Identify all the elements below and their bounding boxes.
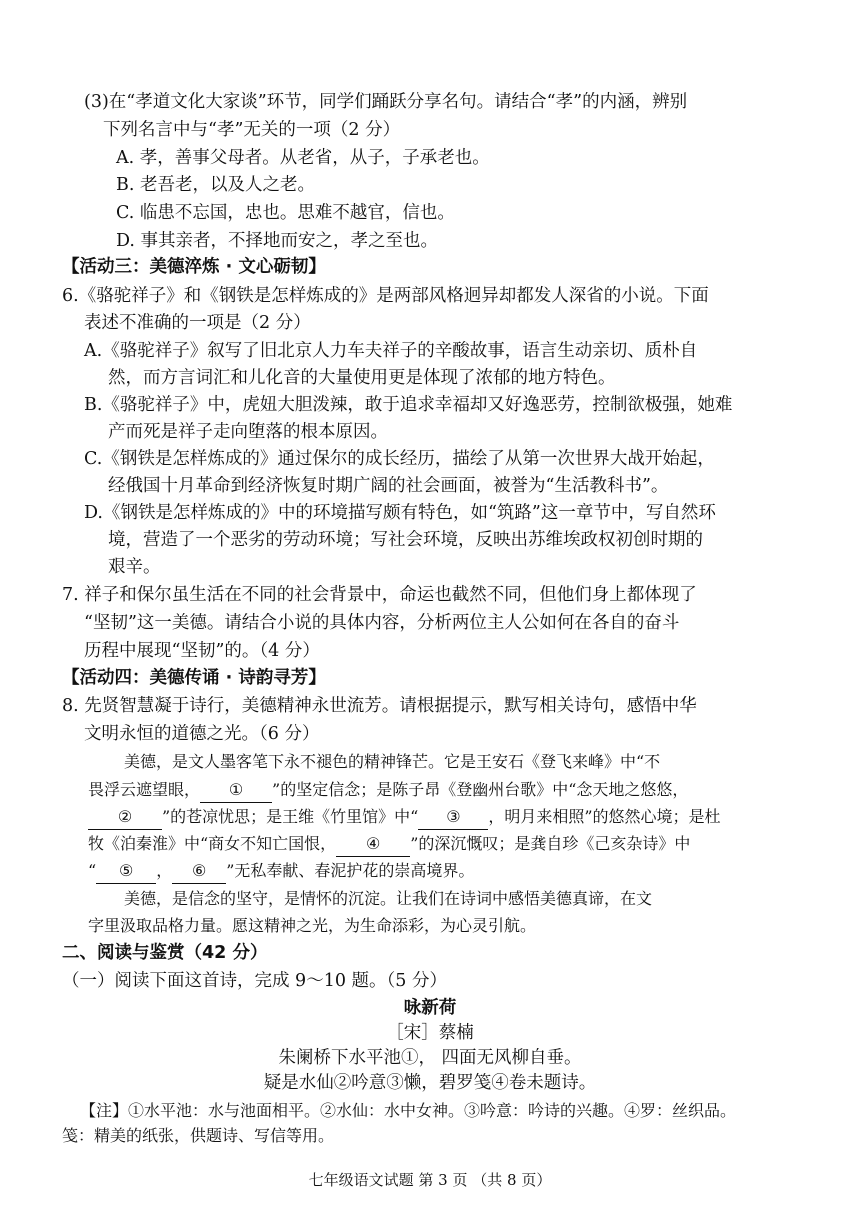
q5-3-option-c: C. 临患不忘国，忠也。思难不越官，信也。 xyxy=(116,203,455,223)
fill-blank-4[interactable]: ④ xyxy=(336,832,410,857)
q7-line: 历程中展现“坚韧”的。（4 分） xyxy=(84,641,320,661)
page-footer: 七年级语文试题 第 3 页 （共 8 页） xyxy=(308,1171,552,1189)
q6-line: 艰辛。 xyxy=(108,557,161,577)
fill-blank-1[interactable]: ① xyxy=(200,778,272,803)
fill-blank-6[interactable]: ⑥ xyxy=(172,859,226,884)
q5-3-stem-line1: (3)在“孝道文化大家谈”环节，同学们踊跃分享名句。请结合“孝”的内涵，辨别 xyxy=(84,92,688,112)
q6-line: 6.《骆驼祥子》和《钢铁是怎样炼成的》是两部风格迥异却都发人深省的小说。下面 xyxy=(62,286,709,306)
fill-blank-3[interactable]: ③ xyxy=(418,805,488,830)
q6-line: 然，而方言词汇和儿化音的大量使用更是体现了浓郁的地方特色。 xyxy=(108,368,616,388)
q8-paragraph1-line4 xyxy=(88,832,690,857)
fill-blank-5[interactable]: ⑤ xyxy=(96,859,156,884)
q7-line: 7. 祥子和保尔虽生活在不同的社会背景中，命运也截然不同，但他们身上都体现了 xyxy=(62,585,697,605)
q6-line: C.《钢铁是怎样炼成的》通过保尔的成长经历，描绘了从第一次世界大战开始起， xyxy=(84,449,715,469)
q8-paragraph1-line3 xyxy=(88,805,721,830)
q5-3-option-b: B. 老吾老，以及人之老。 xyxy=(116,175,315,195)
q6-line: 表述不准确的一项是（2 分） xyxy=(84,313,311,333)
q8-text: ”的深沉慨叹；是龚自珍《己亥杂诗》中 xyxy=(410,834,691,853)
q8-text: 牧《泊秦淮》中“商女不知亡国恨， xyxy=(88,834,337,853)
q8-paragraph2-line2: 字里汲取品格力量。愿这精神之光，为生命添彩，为心灵引航。 xyxy=(88,916,537,935)
q8-text: 畏浮云遮望眼， xyxy=(88,780,201,799)
activity-3-heading: 【活动三：美德淬炼 · 文心砺韧】 xyxy=(62,257,326,277)
q8-text: “ xyxy=(88,861,97,880)
q8-paragraph1-line1: 美德，是文人墨客笔下永不褪色的精神锋芒。它是王安石《登飞来峰》中“不 xyxy=(124,752,661,771)
q5-3-option-a: A. 孝，善事父母者。从老省，从子，子承老也。 xyxy=(116,148,490,168)
q8-text: ”无私奉献、春泥护花的崇高境界。 xyxy=(226,861,475,880)
q8-text: ，明月来相照”的悠然心境；是杜 xyxy=(488,807,721,826)
section-2-heading: 二、阅读与鉴赏（42 分） xyxy=(62,943,268,963)
poem-author: ［宋］蔡楠 xyxy=(386,1023,474,1043)
q7-line: “坚韧”这一美德。请结合小说的具体内容，分析两位主人公如何在各自的奋斗 xyxy=(84,613,680,633)
part-1-instruction: （一）阅读下面这首诗，完成 9～10 题。（5 分） xyxy=(62,971,447,991)
q6-line: B.《骆驼祥子》中，虎妞大胆泼辣，敢于追求幸福却又好逸恶劳，控制欲极强，她难 xyxy=(84,395,733,415)
poem-line-2: 疑是水仙②吟意③懒，碧罗笺④卷未题诗。 xyxy=(263,1073,597,1093)
q5-3-option-d: D. 事其亲者，不择地而安之，孝之至也。 xyxy=(116,231,439,251)
q8-text: ”的坚定信念；是陈子昂《登幽州台歌》中“念天地之悠悠， xyxy=(272,780,689,799)
fill-blank-2[interactable]: ② xyxy=(88,805,162,830)
q8-stem-line1: 8. 先贤智慧凝于诗行，美德精神永世流芳。请根据提示，默写相关诗句，感悟中华 xyxy=(62,696,697,716)
activity-4-heading: 【活动四：美德传诵 · 诗韵寻芳】 xyxy=(62,668,326,688)
poem-notes-line1: 【注】①水平池：水与池面相平。②水仙：水中女神。③吟意：吟诗的兴趣。④罗：丝织品。 xyxy=(80,1101,737,1120)
q6-line: D.《钢铁是怎样炼成的》中的环境描写颇有特色，如“筑路”这一章节中，写自然环 xyxy=(84,503,716,523)
q6-line: A.《骆驼祥子》叙写了旧北京人力车夫祥子的辛酸故事，语言生动亲切、质朴自 xyxy=(84,341,698,361)
q8-text: ”的苍凉忧思；是王维《竹里馆》中“ xyxy=(162,807,419,826)
q8-paragraph1-line2 xyxy=(88,778,688,803)
q8-text: ， xyxy=(156,861,173,880)
q5-3-stem-line2: 下列名言中与“孝”无关的一项（2 分） xyxy=(103,120,401,140)
poem-notes-line2: 笺：精美的纸张，供题诗、写信等用。 xyxy=(62,1126,335,1145)
q6-line: 产而死是祥子走向堕落的根本原因。 xyxy=(108,422,388,442)
poem-line-1: 朱阑桥下水平池①， 四面无风柳自垂。 xyxy=(278,1048,582,1068)
q6-line: 经俄国十月革命到经济恢复时期广阔的社会画面，被誉为“生活教科书”。 xyxy=(108,476,669,496)
q8-paragraph1-line5 xyxy=(88,859,474,884)
q8-paragraph2-line1: 美德，是信念的坚守，是情怀的沉淀。让我们在诗词中感悟美德真谛，在文 xyxy=(124,889,653,908)
q8-stem-line2: 文明永恒的道德之光。（6 分） xyxy=(84,724,320,744)
poem-title: 咏新荷 xyxy=(403,998,457,1018)
q6-line: 境，营造了一个恶劣的劳动环境；写社会环境，反映出苏维埃政权初创时期的 xyxy=(108,530,703,550)
